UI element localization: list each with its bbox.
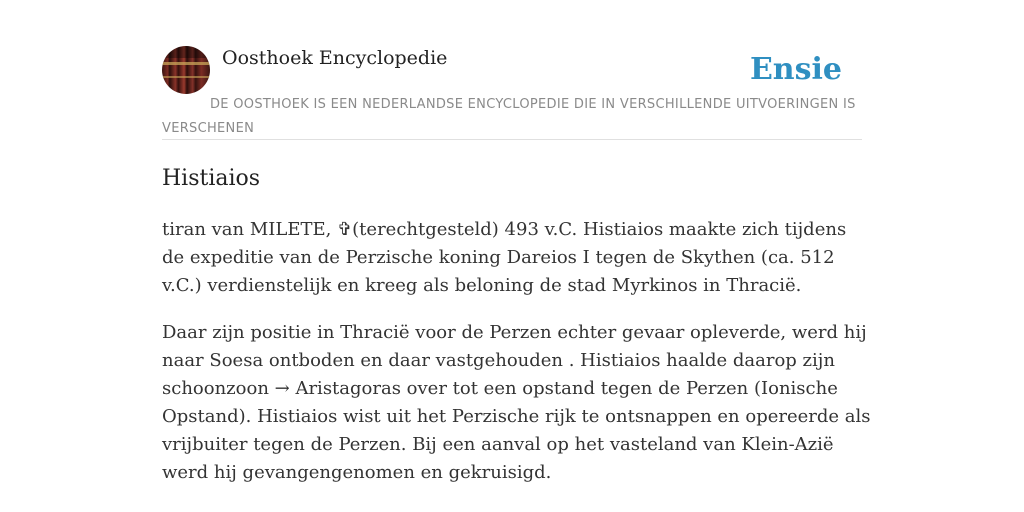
site-header: [162, 46, 862, 140]
avatar-gold-band: [162, 62, 210, 65]
encyclopedia-tagline: DE OOSTHOEK IS EEN NEDERLANDSE ENCYCLOPEDIE DIE IN VERSCHILLENDE UITVOERINGEN IS VERSCHENEN: [162, 97, 856, 136]
article-title: Histiaios: [162, 166, 261, 191]
avatar-gold-band-lower: [162, 76, 210, 78]
article-paragraph: tiran van MILETE, ✞(terechtgesteld) 493 v.C. Histiaios maakte zich tijdens de expeditie van de Perzische koning Dareios I tegen de Skythen (ca. 512 v.C.) verdienstelijk en kreeg als beloning de stad Myrkinos in Thracië.: [162, 219, 847, 296]
article-body: [162, 216, 872, 506]
ensie-logo[interactable]: Ensie: [749, 52, 842, 87]
article-paragraph: Daar zijn positie in Thracië voor de Perzen echter gevaar opleverde, werd hij naar Soesa ontboden en daar vastgehouden . Histiaios haalde daarop zijn schoonzoon → Aristagoras over tot een opstand tegen de Perzen (Ionische Opstand). Histiaios wist uit het Perzische rijk te ontsnappen en opereerde als vrijbuiter tegen de Perzen. Bij een aanval op het vasteland van Klein-Azië werd hij gevangengenomen en gekruisigd.: [162, 322, 871, 483]
avatar-shade: [162, 46, 210, 58]
encyclopedia-name[interactable]: Oosthoek Encyclopedie: [222, 47, 448, 69]
encyclopedia-avatar[interactable]: [162, 46, 210, 94]
